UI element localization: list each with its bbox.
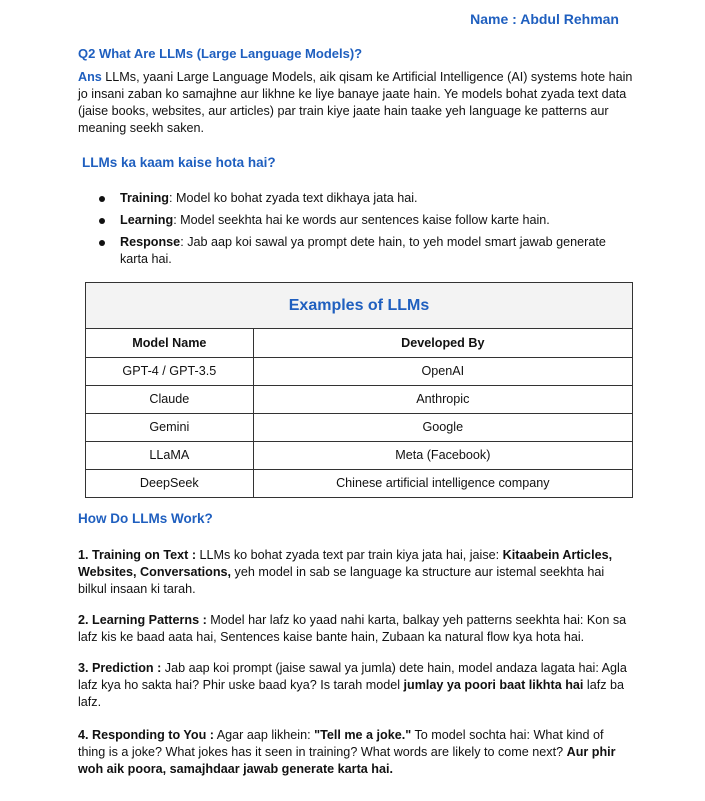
step-text: LLMs ko bohat zyada text par train kiya jata hai, jaise: — [196, 548, 503, 562]
step-text: Agar aap likhein: — [213, 728, 315, 742]
answer-text: LLMs, yaani Large Language Models, aik qisam ke Artificial Intelligence (AI) systems hote hain jo insani zaban ko samajhne aur likhne ke liye banaye jaate hain. Ye models bohat zyada text data (jaise books, websites, aur articles) par train kiye jaate hain taake yeh language ke patterns aur meaning seekh saken. — [78, 70, 633, 135]
model-cell: Gemini — [86, 414, 254, 442]
list-item — [78, 212, 628, 229]
step-label: 3. Prediction : — [78, 661, 162, 675]
table-row — [86, 358, 633, 386]
bullet-text: : Model seekhta hai ke words aur sentences kaise follow karte hain. — [173, 213, 550, 227]
step-bold-text: jumlay ya poori baat likhta hai — [403, 678, 584, 692]
step-text: yeh model in sab se language ka structure aur istemal seekhta hai bilkul insaan ki tarah. — [78, 565, 605, 596]
bullet-list — [78, 190, 628, 273]
step-learning-patterns — [78, 612, 630, 646]
section-heading-work: How Do LLMs Work? — [78, 511, 213, 526]
bullet-term: Learning — [120, 213, 174, 227]
table-row — [86, 414, 633, 442]
author-name: Name : Abdul Rehman — [470, 11, 619, 27]
step-label: 1. Training on Text : — [78, 548, 197, 562]
step-text: Jab aap koi prompt (jaise sawal ya jumla) dete hain, model andaza lagata hai: Agla lafz kya ho sakta hai? Phir uske baad kya? Is tarah model — [78, 661, 627, 692]
step-bold-text: Kitaabein Articles, Websites, Conversations, — [78, 548, 613, 579]
llm-examples-table — [85, 282, 633, 498]
bullet-text: : Model ko bohat zyada text dikhaya jata hai. — [168, 191, 418, 205]
table-caption: Examples of LLMs — [86, 283, 633, 329]
list-item — [78, 190, 628, 207]
table-row — [86, 386, 633, 414]
section-heading-how: LLMs ka kaam kaise hota hai? — [82, 155, 276, 170]
step-bold-text: "Tell me a joke." — [314, 728, 412, 742]
step-text: lafz ba lafz. — [78, 678, 625, 709]
question-title: Q2 What Are LLMs (Large Language Models)? — [78, 46, 363, 61]
table-row — [86, 442, 633, 470]
bullet-text: : Jab aap koi sawal ya prompt dete hain, to yeh model smart jawab generate karta hai. — [120, 235, 606, 266]
step-text: To model sochta hai: What kind of thing is a joke? What jokes has it seen in training? What words are likely to come next? — [78, 728, 604, 759]
model-cell: GPT-4 / GPT-3.5 — [86, 358, 254, 386]
step-bold-text: Aur phir woh aik poora, samajhdaar jawab generate karta hai. — [78, 745, 616, 776]
step-text: Model har lafz ko yaad nahi karta, balkay yeh patterns seekhta hai: Kon sa lafz kis ke baad aata hai, Sentences kaise bante hain, Zubaan ka natural flow kya hota hai. — [78, 613, 627, 644]
list-item — [78, 234, 628, 268]
step-training — [78, 547, 630, 598]
developer-cell: Google — [253, 414, 632, 442]
bullet-term: Training — [120, 191, 169, 205]
model-cell: DeepSeek — [86, 470, 254, 498]
developer-cell: Anthropic — [253, 386, 632, 414]
step-label: 2. Learning Patterns : — [78, 613, 207, 627]
column-header-model: Model Name — [86, 329, 254, 358]
bullet-icon — [99, 218, 105, 224]
column-header-developer: Developed By — [253, 329, 632, 358]
developer-cell: OpenAI — [253, 358, 632, 386]
answer-label: Ans — [78, 70, 102, 84]
developer-cell: Chinese artificial intelligence company — [253, 470, 632, 498]
answer-paragraph — [78, 69, 638, 137]
step-responding — [78, 727, 630, 778]
table-row — [86, 470, 633, 498]
bullet-icon — [99, 240, 105, 246]
bullet-icon — [99, 196, 105, 202]
model-cell: Claude — [86, 386, 254, 414]
step-label: 4. Responding to You : — [78, 728, 214, 742]
step-prediction — [78, 660, 630, 711]
model-cell: LLaMA — [86, 442, 254, 470]
developer-cell: Meta (Facebook) — [253, 442, 632, 470]
bullet-term: Response — [120, 235, 181, 249]
